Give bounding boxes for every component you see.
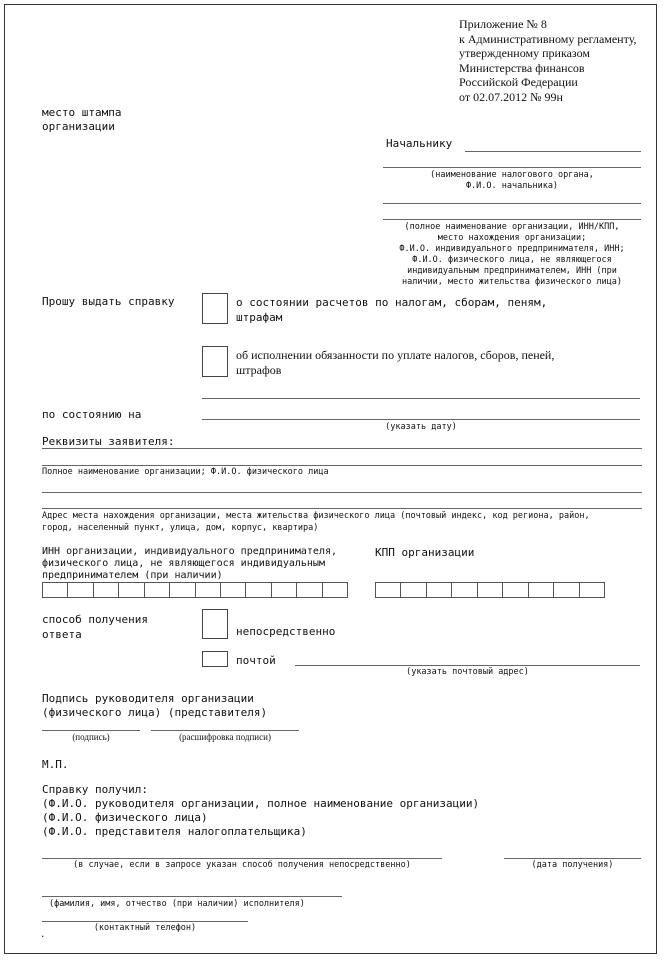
mail-address-hint: (указать почтовый адрес) <box>406 667 529 677</box>
kpp-cell[interactable] <box>503 583 528 597</box>
option-obligation-checkbox[interactable] <box>202 346 228 377</box>
hint-text: Ф.И.О. индивидуального предпринимателя, ИНН; <box>399 244 625 254</box>
inn-cell[interactable] <box>43 583 68 597</box>
kpp-cell[interactable] <box>554 583 579 597</box>
as-of-label: по состоянию на <box>42 408 142 421</box>
inn-cell[interactable] <box>196 583 221 597</box>
appendix-line: Министерства финансов <box>459 60 585 75</box>
appendix-line: утвержденному приказом <box>459 46 590 60</box>
appendix-line: к Административному регламенту, <box>459 31 637 46</box>
delivery-direct-checkbox[interactable] <box>202 609 228 639</box>
option-debt-status-checkbox[interactable] <box>202 293 228 324</box>
kpp-cell[interactable] <box>580 583 604 597</box>
inn-cell[interactable] <box>170 583 195 597</box>
kpp-label: КПП организации <box>375 546 475 559</box>
hint-text: индивидуальным предпринимателем, ИНН (при <box>407 266 617 276</box>
inn-cells[interactable] <box>42 582 348 598</box>
head-name-line[interactable] <box>465 151 641 152</box>
kpp-cell[interactable] <box>529 583 554 597</box>
hint-text: наличии, место жительства физического лица) <box>401 277 623 287</box>
signature-line[interactable] <box>42 730 140 731</box>
option-text: о состоянии расчетов по налогам, сборам, пеням, <box>236 296 548 309</box>
executor-phone-line[interactable] <box>42 921 248 922</box>
address-hint <box>42 510 590 534</box>
stamp-line: организации <box>42 120 115 133</box>
received-date-hint: (дата получения) <box>531 860 614 870</box>
label-text: способ получения <box>42 613 148 626</box>
hint-text: Ф.И.О. начальника) <box>465 181 559 191</box>
label-text: (физического лица) (представителя) <box>42 706 268 719</box>
label-text: Подпись руководителя организации <box>42 692 254 705</box>
option-text: штрафов <box>236 363 282 377</box>
executor-name-line[interactable] <box>42 896 342 897</box>
signature-decode-hint: (расшифровка подписи) <box>179 732 271 742</box>
footer-dot: . <box>40 930 46 940</box>
address-line-2[interactable] <box>42 508 642 509</box>
authority-line[interactable] <box>383 167 641 168</box>
form-page <box>4 4 657 954</box>
inn-cell[interactable] <box>323 583 347 597</box>
inn-cell[interactable] <box>246 583 271 597</box>
label-text: физического лица, не являющегося индивидуальным <box>42 558 325 569</box>
delivery-label <box>42 612 148 642</box>
kpp-cell[interactable] <box>427 583 452 597</box>
requisites-line-2[interactable] <box>42 465 642 466</box>
inn-cell[interactable] <box>221 583 246 597</box>
inn-cell[interactable] <box>68 583 93 597</box>
address-line-1[interactable] <box>42 492 642 493</box>
label-text: ИНН организации, индивидуального предпринимателя, <box>42 546 338 557</box>
signature-title <box>42 692 267 720</box>
inn-label <box>42 546 337 582</box>
kpp-cell[interactable] <box>401 583 426 597</box>
label-text: ответа <box>42 628 82 641</box>
org-line-2[interactable] <box>383 219 641 220</box>
requisites-line-1[interactable] <box>42 448 642 449</box>
kpp-cells[interactable] <box>375 582 605 598</box>
inn-cell[interactable] <box>119 583 144 597</box>
inn-cell[interactable] <box>145 583 170 597</box>
hint-text: место нахождения организации; <box>437 233 587 243</box>
request-extra-line[interactable] <box>202 398 640 399</box>
name-hint: Полное наименование организации; Ф.И.О. физического лица <box>42 467 329 477</box>
hint-text: Ф.И.О. физического лица, не являющегося <box>412 255 612 265</box>
org-hint <box>377 222 647 288</box>
signature-hint: (подпись) <box>72 732 110 742</box>
kpp-cell[interactable] <box>478 583 503 597</box>
authority-hint <box>383 170 641 192</box>
stamp-line: место штампа <box>42 106 122 119</box>
received-line: (Ф.И.О. представителя налогоплательщика) <box>42 825 307 838</box>
executor-name-hint: (фамилия, имя, отчество (при наличии) исполнителя) <box>49 899 305 909</box>
inn-cell[interactable] <box>297 583 322 597</box>
head-label: Начальнику <box>386 137 453 150</box>
inn-cell[interactable] <box>94 583 119 597</box>
received-date-line[interactable] <box>504 858 641 859</box>
signature-decode-line[interactable] <box>151 730 299 731</box>
label-text: предпринимателем (при наличии) <box>42 570 223 581</box>
appendix-block <box>459 17 637 104</box>
received-line: (Ф.И.О. руководителя организации, полное наименование организации) <box>42 797 480 810</box>
option-debt-status <box>236 295 547 325</box>
received-case-hint: (в случае, если в запросе указан способ получения непосредственно) <box>73 860 411 870</box>
org-line-1[interactable] <box>383 203 641 204</box>
received-sign-line[interactable] <box>42 858 442 859</box>
appendix-line: Приложение № 8 <box>459 17 547 31</box>
requisites-title: Реквизиты заявителя: <box>42 435 175 448</box>
received-line: (Ф.И.О. физического лица) <box>42 811 208 824</box>
delivery-direct-label: непосредственно <box>236 625 336 638</box>
received-title: Справку получил: <box>42 783 148 796</box>
hint-text: (полное наименование организации, ИНН/КПП, <box>404 222 620 232</box>
inn-cell[interactable] <box>272 583 297 597</box>
delivery-mail-label: почтой <box>236 654 276 667</box>
seal-place: М.П. <box>42 758 69 771</box>
as-of-date-line[interactable] <box>202 419 640 420</box>
executor-phone-hint: (контактный телефон) <box>93 923 197 933</box>
as-of-hint: (указать дату) <box>385 422 457 432</box>
delivery-mail-checkbox[interactable] <box>202 651 228 667</box>
appendix-line: Российской Федерации <box>459 75 578 89</box>
appendix-line: от 02.07.2012 № 99н <box>459 89 563 104</box>
kpp-cell[interactable] <box>452 583 477 597</box>
kpp-cell[interactable] <box>376 583 401 597</box>
mail-address-line[interactable] <box>295 665 640 666</box>
option-obligation <box>236 348 554 378</box>
option-text: штрафам <box>236 311 283 324</box>
hint-text: (наименование налогового органа, <box>430 170 594 180</box>
option-text: об исполнении обязанности по уплате налогов, сборов, пеней, <box>236 348 555 362</box>
hint-text: город, населенный пункт, улица, дом, корпус, квартира) <box>42 523 319 533</box>
hint-text: Адрес места нахождения организации, места жительства физического лица (почтовый индекс, код региона, район, <box>42 511 590 521</box>
request-label: Прошу выдать справку <box>42 295 175 308</box>
received-block <box>42 783 479 839</box>
stamp-place <box>42 106 121 134</box>
